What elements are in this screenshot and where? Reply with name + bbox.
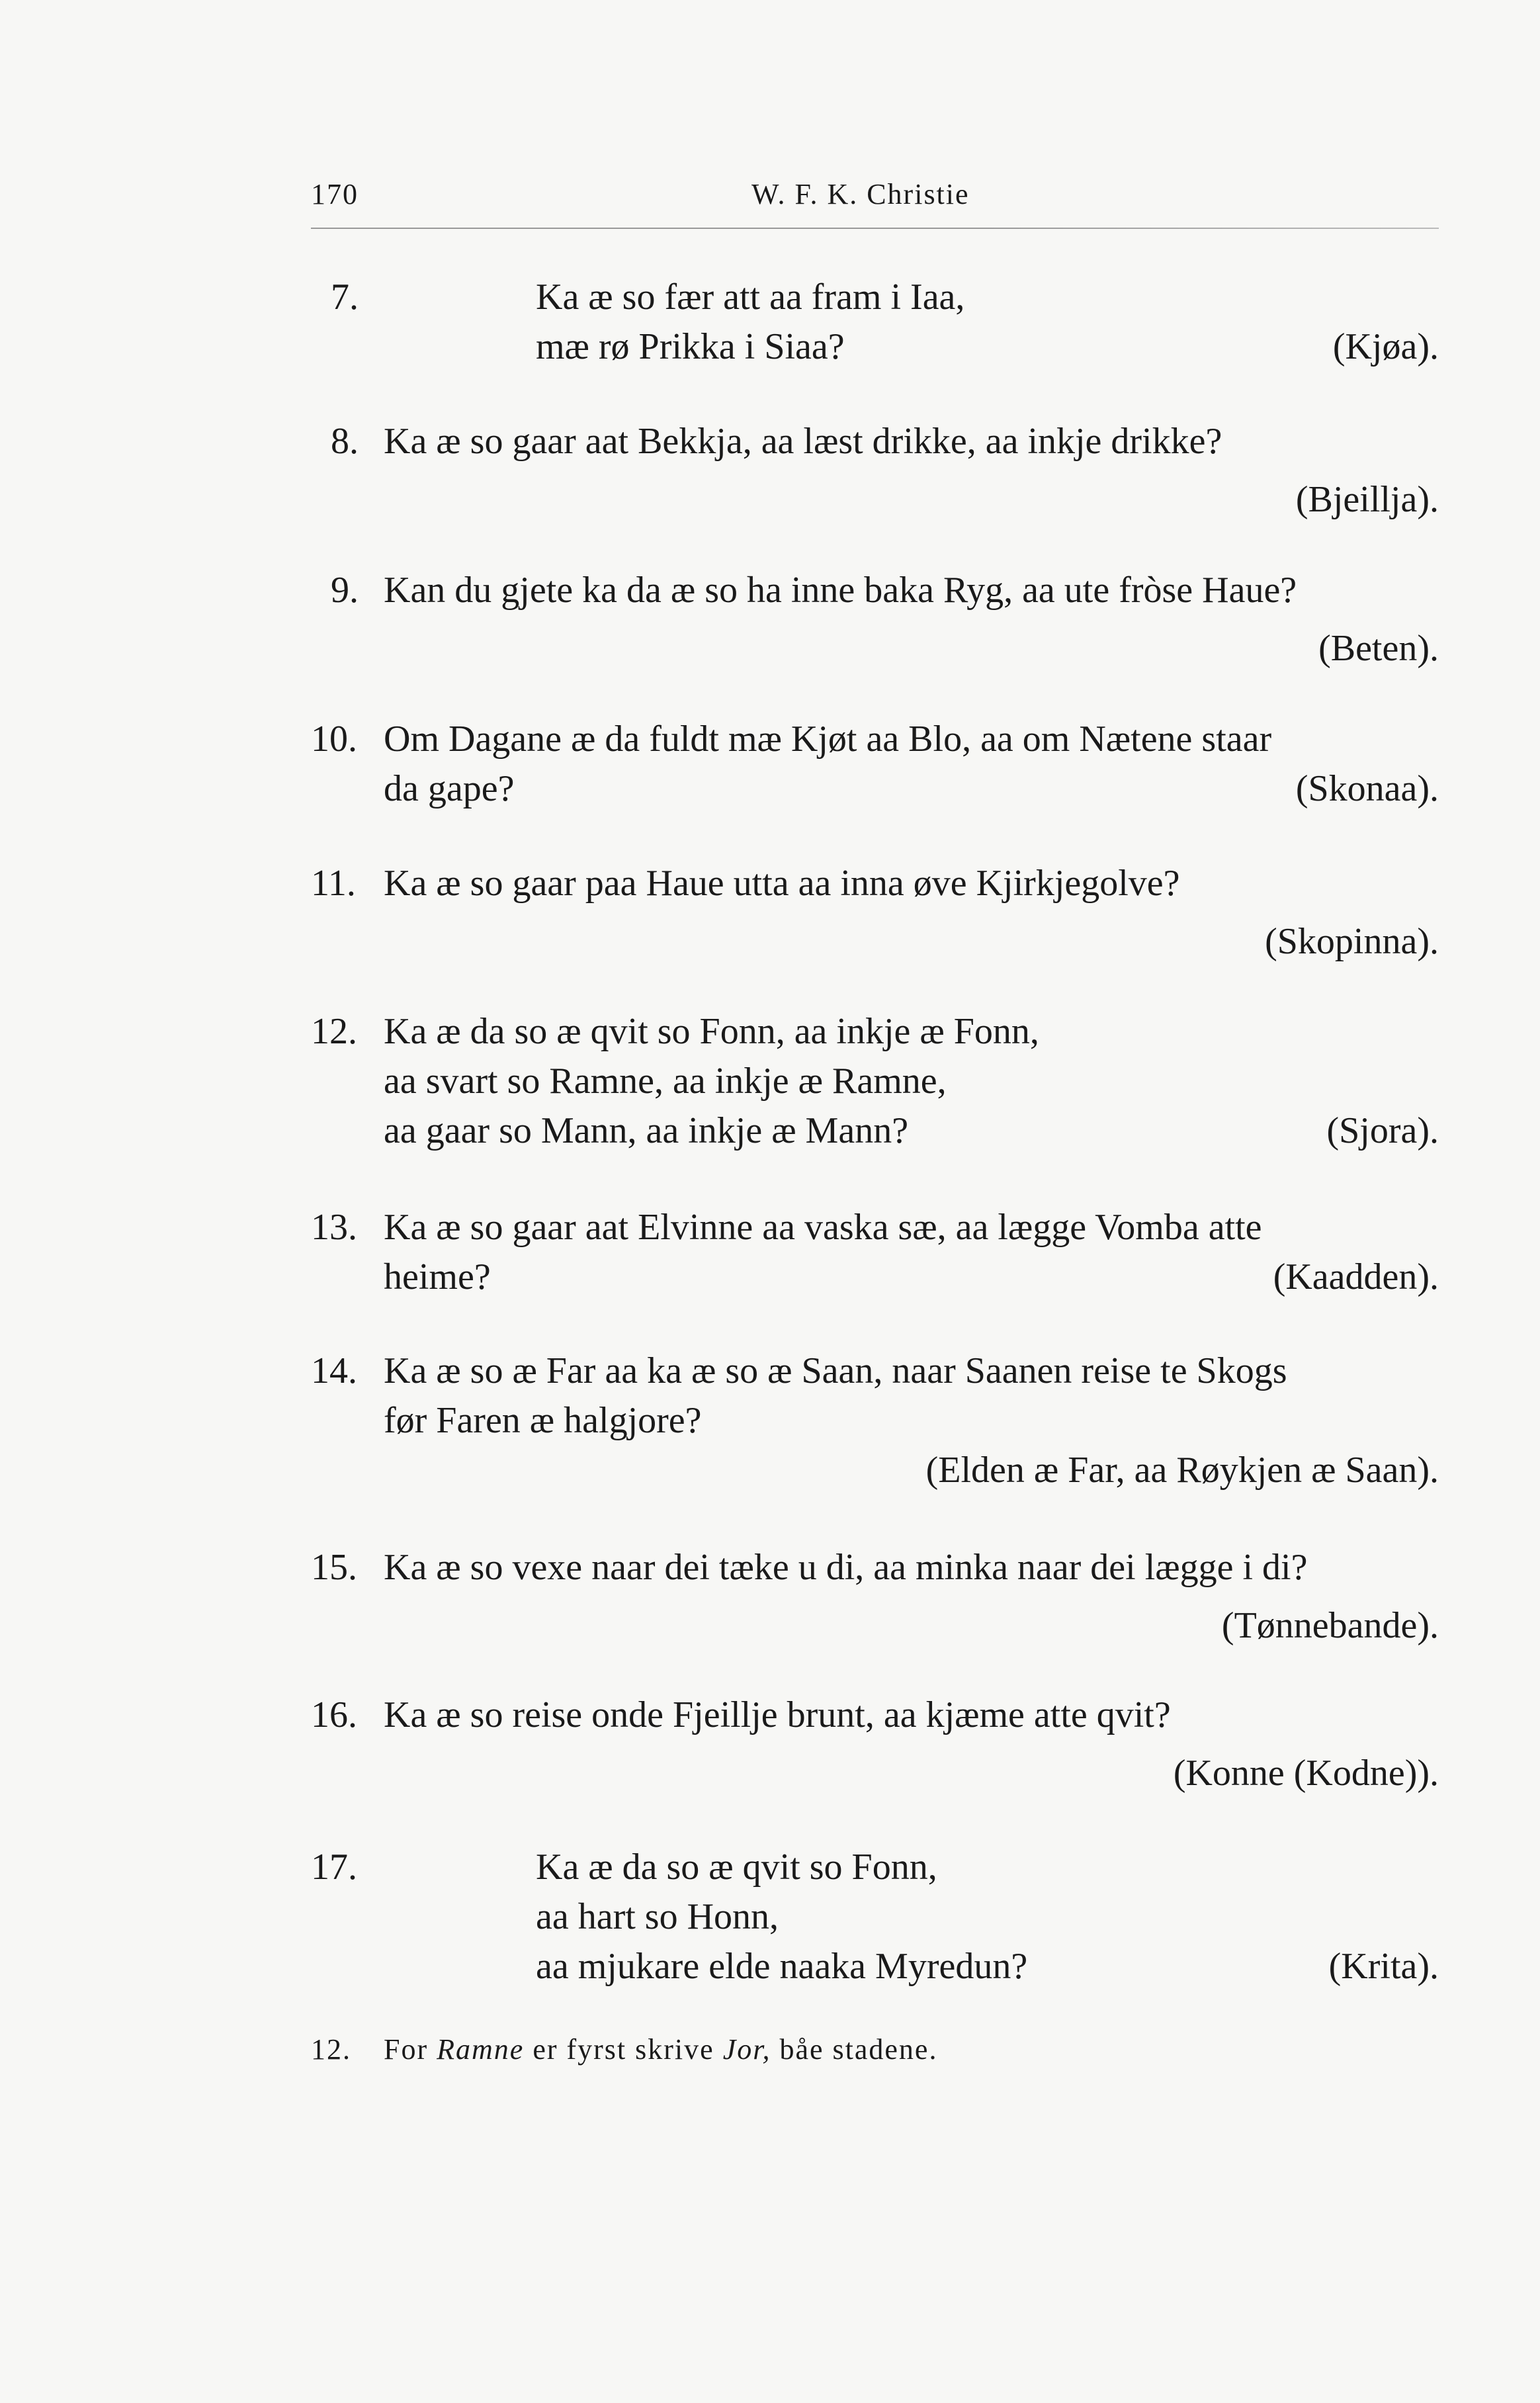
riddle-line: mæ rø Prikka i Siaa? — [536, 326, 845, 367]
riddle-number: 16. — [311, 1694, 357, 1735]
riddle-answer: (Krita). — [1328, 1946, 1439, 1987]
riddle-17 — [311, 1843, 1439, 1991]
riddle-answer: (Konne (Kodne)). — [1173, 1753, 1439, 1794]
riddle-11 — [311, 859, 1439, 962]
riddle-number: 14. — [311, 1350, 357, 1391]
riddle-answer: (Tønnebande). — [1221, 1605, 1439, 1646]
riddle-line: da gape? — [384, 768, 515, 809]
riddle-line: Ka æ so æ Far aa ka æ so æ Saan, naar Saanen reise te Skogs — [384, 1350, 1287, 1391]
footnote-number: 12. — [311, 2033, 351, 2066]
riddle-line: heime? — [384, 1256, 491, 1297]
riddle-12 — [311, 1007, 1439, 1156]
footnote-text-after: båe stadene. — [779, 2033, 938, 2066]
footnote-text — [384, 2032, 937, 2066]
footnote-italic-ramne: Ramne — [437, 2033, 525, 2066]
header-rule — [311, 228, 1439, 229]
riddle-line: Om Dagane æ da fuldt mæ Kjøt aa Blo, aa om Nætene staar — [384, 719, 1272, 760]
riddle-line: Ka æ da so æ qvit so Fonn, aa inkje æ Fonn, — [384, 1011, 1039, 1052]
riddle-answer: (Kjøa). — [1332, 326, 1439, 367]
riddle-line: før Faren æ halgjore? — [384, 1400, 702, 1441]
footnote-italic-jor: Jor, — [722, 2033, 771, 2066]
riddle-8 — [311, 417, 1439, 520]
riddle-line: Ka æ so gaar aat Elvinne aa vaska sæ, aa lægge Vomba atte — [384, 1207, 1262, 1248]
riddle-answer: (Elden æ Far, aa Røykjen æ Saan). — [925, 1450, 1439, 1491]
riddle-answer: (Kaadden). — [1273, 1256, 1439, 1297]
riddle-line: Ka æ so gaar aat Bekkja, aa læst drikke, aa inkje drikke? — [384, 421, 1222, 462]
riddle-answer: (Bjeillja). — [1295, 479, 1439, 520]
riddle-number: 10. — [311, 719, 357, 760]
riddle-line: Ka æ da so æ qvit so Fonn, — [536, 1847, 937, 1888]
riddle-line: aa mjukare elde naaka Myredun? — [536, 1946, 1028, 1987]
riddle-answer: (Beten). — [1318, 628, 1439, 669]
riddle-number: 12. — [311, 1011, 357, 1052]
riddle-13 — [311, 1203, 1439, 1302]
riddle-line: Ka æ so reise onde Fjeillje brunt, aa kjæme atte qvit? — [384, 1694, 1171, 1735]
riddle-line: Ka æ so gaar paa Haue utta aa inna øve Kjirkjegolve? — [384, 863, 1180, 904]
riddle-10 — [311, 715, 1439, 814]
riddle-number: 8. — [331, 421, 359, 462]
riddle-line: Ka æ so vexe naar dei tæke u di, aa minka naar dei lægge i di? — [384, 1547, 1308, 1588]
riddle-number: 17. — [311, 1847, 357, 1888]
riddle-line: aa gaar so Mann, aa inkje æ Mann? — [384, 1110, 909, 1151]
page-header — [311, 177, 1439, 217]
riddle-number: 7. — [331, 277, 359, 318]
riddle-answer: (Skonaa). — [1295, 768, 1439, 809]
riddle-number: 13. — [311, 1207, 357, 1248]
riddle-9 — [311, 566, 1439, 669]
riddle-15 — [311, 1543, 1439, 1646]
footnote-text-middle: er fyrst skrive — [533, 2033, 714, 2066]
riddle-answer: (Skopinna). — [1265, 921, 1439, 962]
riddle-7 — [311, 273, 1439, 372]
riddle-line: Ka æ so fær att aa fram i Iaa, — [536, 277, 965, 318]
riddle-line: aa svart so Ramne, aa inkje æ Ramne, — [384, 1061, 947, 1102]
riddle-number: 15. — [311, 1547, 357, 1588]
riddle-line: Kan du gjete ka da æ so ha inne baka Ryg, aa ute fròse Haue? — [384, 570, 1297, 611]
riddle-number: 11. — [311, 863, 356, 904]
riddle-16 — [311, 1690, 1439, 1794]
page-number: 170 — [311, 178, 359, 210]
riddle-number: 9. — [331, 570, 359, 611]
riddle-line: aa hart so Honn, — [536, 1896, 779, 1937]
running-head: W. F. K. Christie — [751, 178, 970, 210]
footnote-text-before: For — [384, 2033, 429, 2066]
riddle-answer: (Sjora). — [1326, 1110, 1439, 1151]
riddle-14 — [311, 1346, 1439, 1495]
